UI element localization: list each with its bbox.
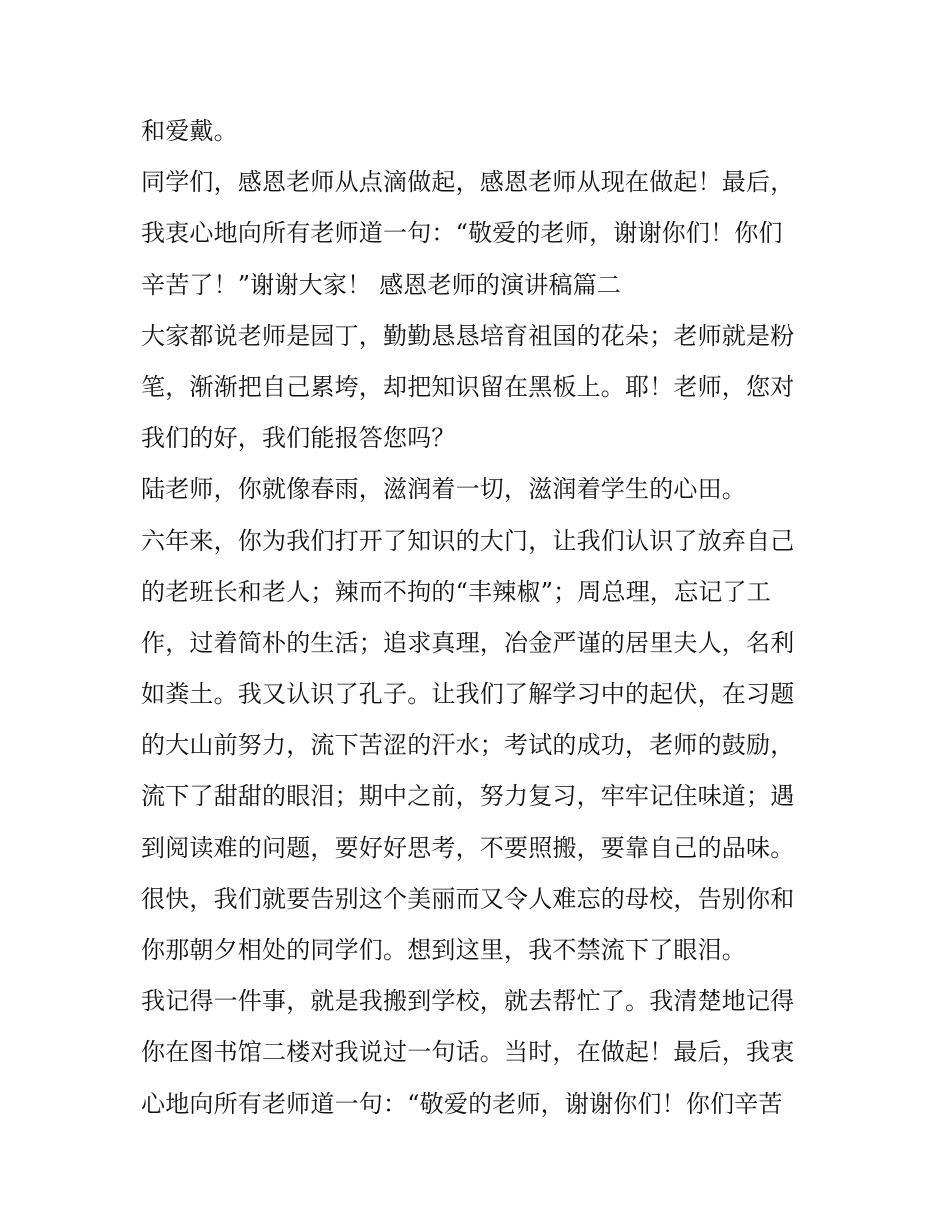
text-line: 同学们，感恩老师从点滴做起，感恩老师从现在做起！最后，: [141, 168, 795, 197]
text-line: 我们的好，我们能报答您吗？: [141, 424, 456, 453]
text-line: 你在图书馆二楼对我说过一句话。当时，在做起！最后，我衷: [141, 1038, 795, 1067]
text-line: 辛苦了！”谢谢大家！ 感恩老师的演讲稿篇二: [141, 270, 622, 299]
text-line: 流下了甜甜的眼泪；期中之前，努力复习，牢牢记住味道；遇: [141, 782, 795, 811]
text-line: 大家都说老师是园丁，勤勤恳恳培育祖国的花朵；老师就是粉: [141, 321, 795, 350]
text-line: 的大山前努力，流下苦涩的汗水；考试的成功，老师的鼓励，: [141, 731, 795, 760]
text-line: 作，过着简朴的生活；追求真理，冶金严谨的居里夫人，名利: [141, 628, 795, 657]
text-line: 到阅读难的问题，要好好思考，不要照搬，要靠自己的品味。: [141, 833, 795, 862]
body-text: [141, 106, 821, 1130]
text-line: 和爱戴。: [141, 117, 238, 145]
text-line: 的老班长和老人；辣而不拘的“丰辣椒”；周总理，忘记了工: [141, 577, 771, 606]
text-line: 笔，渐渐把自己累垮，却把知识留在黑板上。耶！老师，您对: [141, 372, 795, 401]
text-line: 很快，我们就要告别这个美丽而又令人难忘的母校，告别你和: [141, 884, 795, 913]
text-line: 你那朝夕相处的同学们。想到这里，我不禁流下了眼泪。: [141, 936, 746, 964]
text-line: 六年来，你为我们打开了知识的大门，让我们认识了放弃自己: [141, 526, 795, 555]
text-line: 如粪土。我又认识了孔子。让我们了解学习中的起伏，在习题: [141, 680, 795, 709]
text-line: 我记得一件事，就是我搬到学校，就去帮忙了。我清楚地记得: [141, 987, 795, 1016]
text-line: 我衷心地向所有老师道一句：“敬爱的老师，谢谢你们！你们: [141, 219, 783, 248]
text-line: 陆老师，你就像春雨，滋润着一切，滋润着学生的心田。: [141, 475, 746, 504]
text-line: 心地向所有老师道一句：“敬爱的老师，谢谢你们！你们辛苦: [141, 1089, 783, 1118]
